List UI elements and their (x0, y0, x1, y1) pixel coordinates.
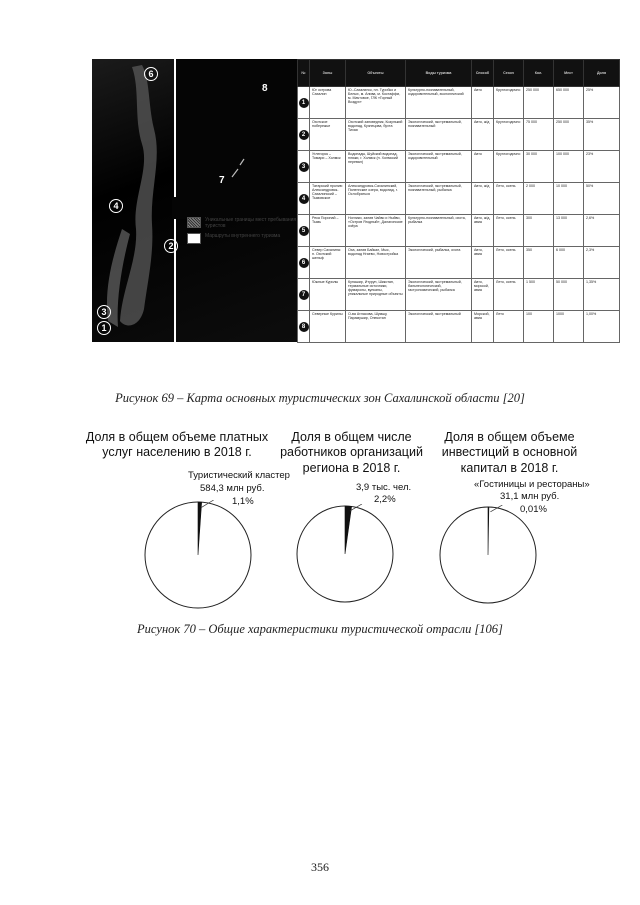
table-cell: Круглогодично (494, 87, 524, 119)
legend-swatch-icon (187, 217, 201, 228)
table-cell: 300 (524, 215, 554, 247)
zone-number-cell (298, 151, 310, 183)
table-cell: Лето (494, 311, 524, 343)
table-cell: 75 000 (524, 119, 554, 151)
table-cell: 250 000 (554, 119, 584, 151)
legend-swatch-icon (187, 233, 201, 244)
table-row (298, 87, 620, 119)
table-cell: Охотское побережье (310, 119, 346, 151)
zone-number-cell (298, 311, 310, 343)
zone-number-badge: 2 (299, 130, 309, 140)
pie-1-label-line2: 584,3 млн руб. (200, 483, 265, 494)
table-cell: Северные Курилы (310, 311, 346, 343)
table-cell: 25% (584, 87, 620, 119)
pie-2-title-block (274, 430, 429, 476)
page-number: 356 (311, 860, 329, 874)
table-cell: 23% (584, 151, 620, 183)
table-cell: 250 000 (524, 87, 554, 119)
table-cell: Водопады, Шуйский водопад, пляжи, г. Холмск (п. Холмский перевал) (346, 151, 406, 183)
table-cell: Оха, залив Байкал, Мыс, водопад Нгаево, Новостройка (346, 247, 406, 279)
tourist-zones-table (297, 59, 620, 343)
table-cell: 2 000 (524, 183, 554, 215)
pie-chart-employees (295, 504, 395, 604)
map-label-1: 1 (97, 321, 111, 335)
table-header-cell: Способ (472, 60, 494, 87)
table-cell: Авто, ж/д (472, 119, 494, 151)
zone-number-badge: 8 (299, 322, 309, 332)
table-cell: Лето, осень (494, 215, 524, 247)
table-cell: Экологический, экстремальный, познавательный (406, 119, 472, 151)
zone-number-cell (298, 247, 310, 279)
legend-item: Маршруты внутреннего туризма (187, 233, 297, 244)
table-cell: Татарский пролив: Александровск-Сахалинский – Тымовское (310, 183, 346, 215)
table-cell: 100 (524, 311, 554, 343)
table-cell: 1,00% (584, 311, 620, 343)
table-cell: 50% (584, 183, 620, 215)
zone-number-badge: 7 (299, 290, 309, 300)
table-cell: Кунашир, Итуруп, Шикотан, термальные источники, фумаролы, вулканы, уникальные природные объекты (346, 279, 406, 311)
table-cell: 50 000 (554, 279, 584, 311)
table-cell: Экологический, экстремальный, бальнеологический, гастрономический, рыбалка (406, 279, 472, 311)
table-cell: Круглогодично (494, 151, 524, 183)
table-cell: Лето, осень (494, 279, 524, 311)
table-cell: Экологический, экстремальный, познавательный, рыбалка (406, 183, 472, 215)
pie-1-percent-label: 1,1% (232, 496, 254, 507)
table-row (298, 119, 620, 151)
table-header-cell: Кол. (524, 60, 554, 87)
table-row (298, 183, 620, 215)
table-cell: Авто, ж/д (472, 183, 494, 215)
pie-chart-investments (438, 505, 538, 605)
map-legend (187, 217, 297, 248)
table-cell: 1000 (554, 311, 584, 343)
table-row (298, 151, 620, 183)
table-cell: Экологический, экстремальный, оздоровительный (406, 151, 472, 183)
table-cell: Экологический, рыбалка, охота (406, 247, 472, 279)
pie-chart-paid-services (143, 500, 253, 610)
table-cell: 13 000 (554, 215, 584, 247)
figure-70-caption: Рисунок 70 – Общие характеристики туристической отрасли [106] (137, 622, 503, 636)
table-row (298, 247, 620, 279)
zone-number-badge: 3 (299, 162, 309, 172)
table-cell: Экологический, экстремальный (406, 311, 472, 343)
table-cell: 30 000 (524, 151, 554, 183)
table-cell: Лето, осень (494, 247, 524, 279)
zone-number-badge: 1 (299, 98, 309, 108)
zone-number-badge: 6 (299, 258, 309, 268)
pie-3-title: Доля в общем объеме инвестиций в основной капитал в 2018 г. (441, 430, 578, 475)
table-cell: Юг острова Сахалин (310, 87, 346, 119)
table-cell: Ю.-Сахалинск, пл. Туробко и Белых, м. Анива, м. Костаффи, м. Мачтовое, ГЛК «Горный Воздух» (346, 87, 406, 119)
zone-number-badge: 5 (299, 226, 309, 236)
table-cell: Южные Курилы (310, 279, 346, 311)
table-cell: 350 (524, 247, 554, 279)
map-label-2: 2 (164, 239, 178, 253)
table-header-cell: Виды туризма (406, 60, 472, 87)
pie-3-percent-label: 0,01% (520, 504, 547, 515)
table-header-cell: Объекты (346, 60, 406, 87)
table-cell: Круглогодично (494, 119, 524, 151)
zone-number-cell (298, 279, 310, 311)
table-row (298, 215, 620, 247)
table-cell: Авто, авиа (472, 247, 494, 279)
table-cell: 6 000 (554, 247, 584, 279)
pie-3-label-line2: 31,1 млн руб. (500, 491, 560, 502)
table-cell: Север Сахалина: п. Охотский шельф (310, 247, 346, 279)
zone-number-cell (298, 119, 310, 151)
table-cell: Авто (472, 87, 494, 119)
zone-number-badge: 4 (299, 194, 309, 204)
table-cell: Авто, морской, авиа (472, 279, 494, 311)
table-cell: 100 000 (554, 151, 584, 183)
tourist-zone-map (92, 59, 297, 342)
table-cell: Углегорск – Томари – Холмск (310, 151, 346, 183)
map-label-3: 3 (97, 305, 111, 319)
table-body (298, 87, 620, 343)
map-label-4: 4 (109, 199, 123, 213)
zone-number-cell (298, 215, 310, 247)
table-cell: Охотский заповедник, Козулький водопад, Кузнецова, бухта Тихая (346, 119, 406, 151)
pie-1-title: Доля в общем объеме платных услуг населению в 2018 г. (85, 430, 269, 460)
zone-number-cell (298, 87, 310, 119)
table-header-row (298, 60, 620, 87)
table-cell: Культурно-познавательный, оздоровительный, экологический (406, 87, 472, 119)
table-cell: Авто, ж/д, авиа (472, 215, 494, 247)
legend-item: Уникальные границы мест пребывания туристов (187, 217, 297, 229)
table-row (298, 279, 620, 311)
table-cell: Морской, авиа (472, 311, 494, 343)
table-cell: 650 000 (554, 87, 584, 119)
figure-69-caption: Рисунок 69 – Карта основных туристических зон Сахалинской области [20] (115, 391, 525, 405)
map-shape (92, 59, 297, 342)
table-cell: 1,35% (584, 279, 620, 311)
map-label-8: 8 (262, 83, 268, 94)
table-header-cell: Сезон (494, 60, 524, 87)
pie-1-label-line1: Туристический кластер (188, 470, 290, 481)
table-cell: 10 000 (554, 183, 584, 215)
table-cell: 2,3% (584, 247, 620, 279)
table-cell: 35% (584, 119, 620, 151)
pie-2-title: Доля в общем числе работников организаций региона в 2018 г. (280, 430, 423, 475)
zone-number-cell (298, 183, 310, 215)
table-cell: О-ва Атласова, Шумшу, Парамушир, Онекотан (346, 311, 406, 343)
table-cell: Авто (472, 151, 494, 183)
table-cell: 2,6% (584, 215, 620, 247)
table-cell: Река Поронай – Тымь (310, 215, 346, 247)
pie-2-label-line1: 3,9 тыс. чел. (356, 482, 412, 493)
map-label-6: 6 (144, 67, 158, 81)
map-label-7: 7 (219, 175, 225, 186)
pie-3-title-block (432, 430, 587, 476)
table-header-cell: Доля (584, 60, 620, 87)
table-row (298, 311, 620, 343)
table-cell: Лето, осень (494, 183, 524, 215)
table-header-cell: Зоны (310, 60, 346, 87)
table-header-cell: Мест (554, 60, 584, 87)
pie-1-title-block (82, 430, 272, 461)
pie-3-label-line1: «Гостиницы и рестораны» (474, 479, 590, 490)
table-cell: Александровск-Сахалинский, Пиленгские озера, водопад, г. Ослобраться (346, 183, 406, 215)
table-header-cell: № (298, 60, 310, 87)
table-cell: 1 500 (524, 279, 554, 311)
table-cell: Культурно-познавательный, охота, рыбалка (406, 215, 472, 247)
pie-2-percent-label: 2,2% (374, 494, 396, 505)
table-cell: Ноглики, залив Чайво и Ныйво, «Остров Ягодный», Далагонские озёра (346, 215, 406, 247)
